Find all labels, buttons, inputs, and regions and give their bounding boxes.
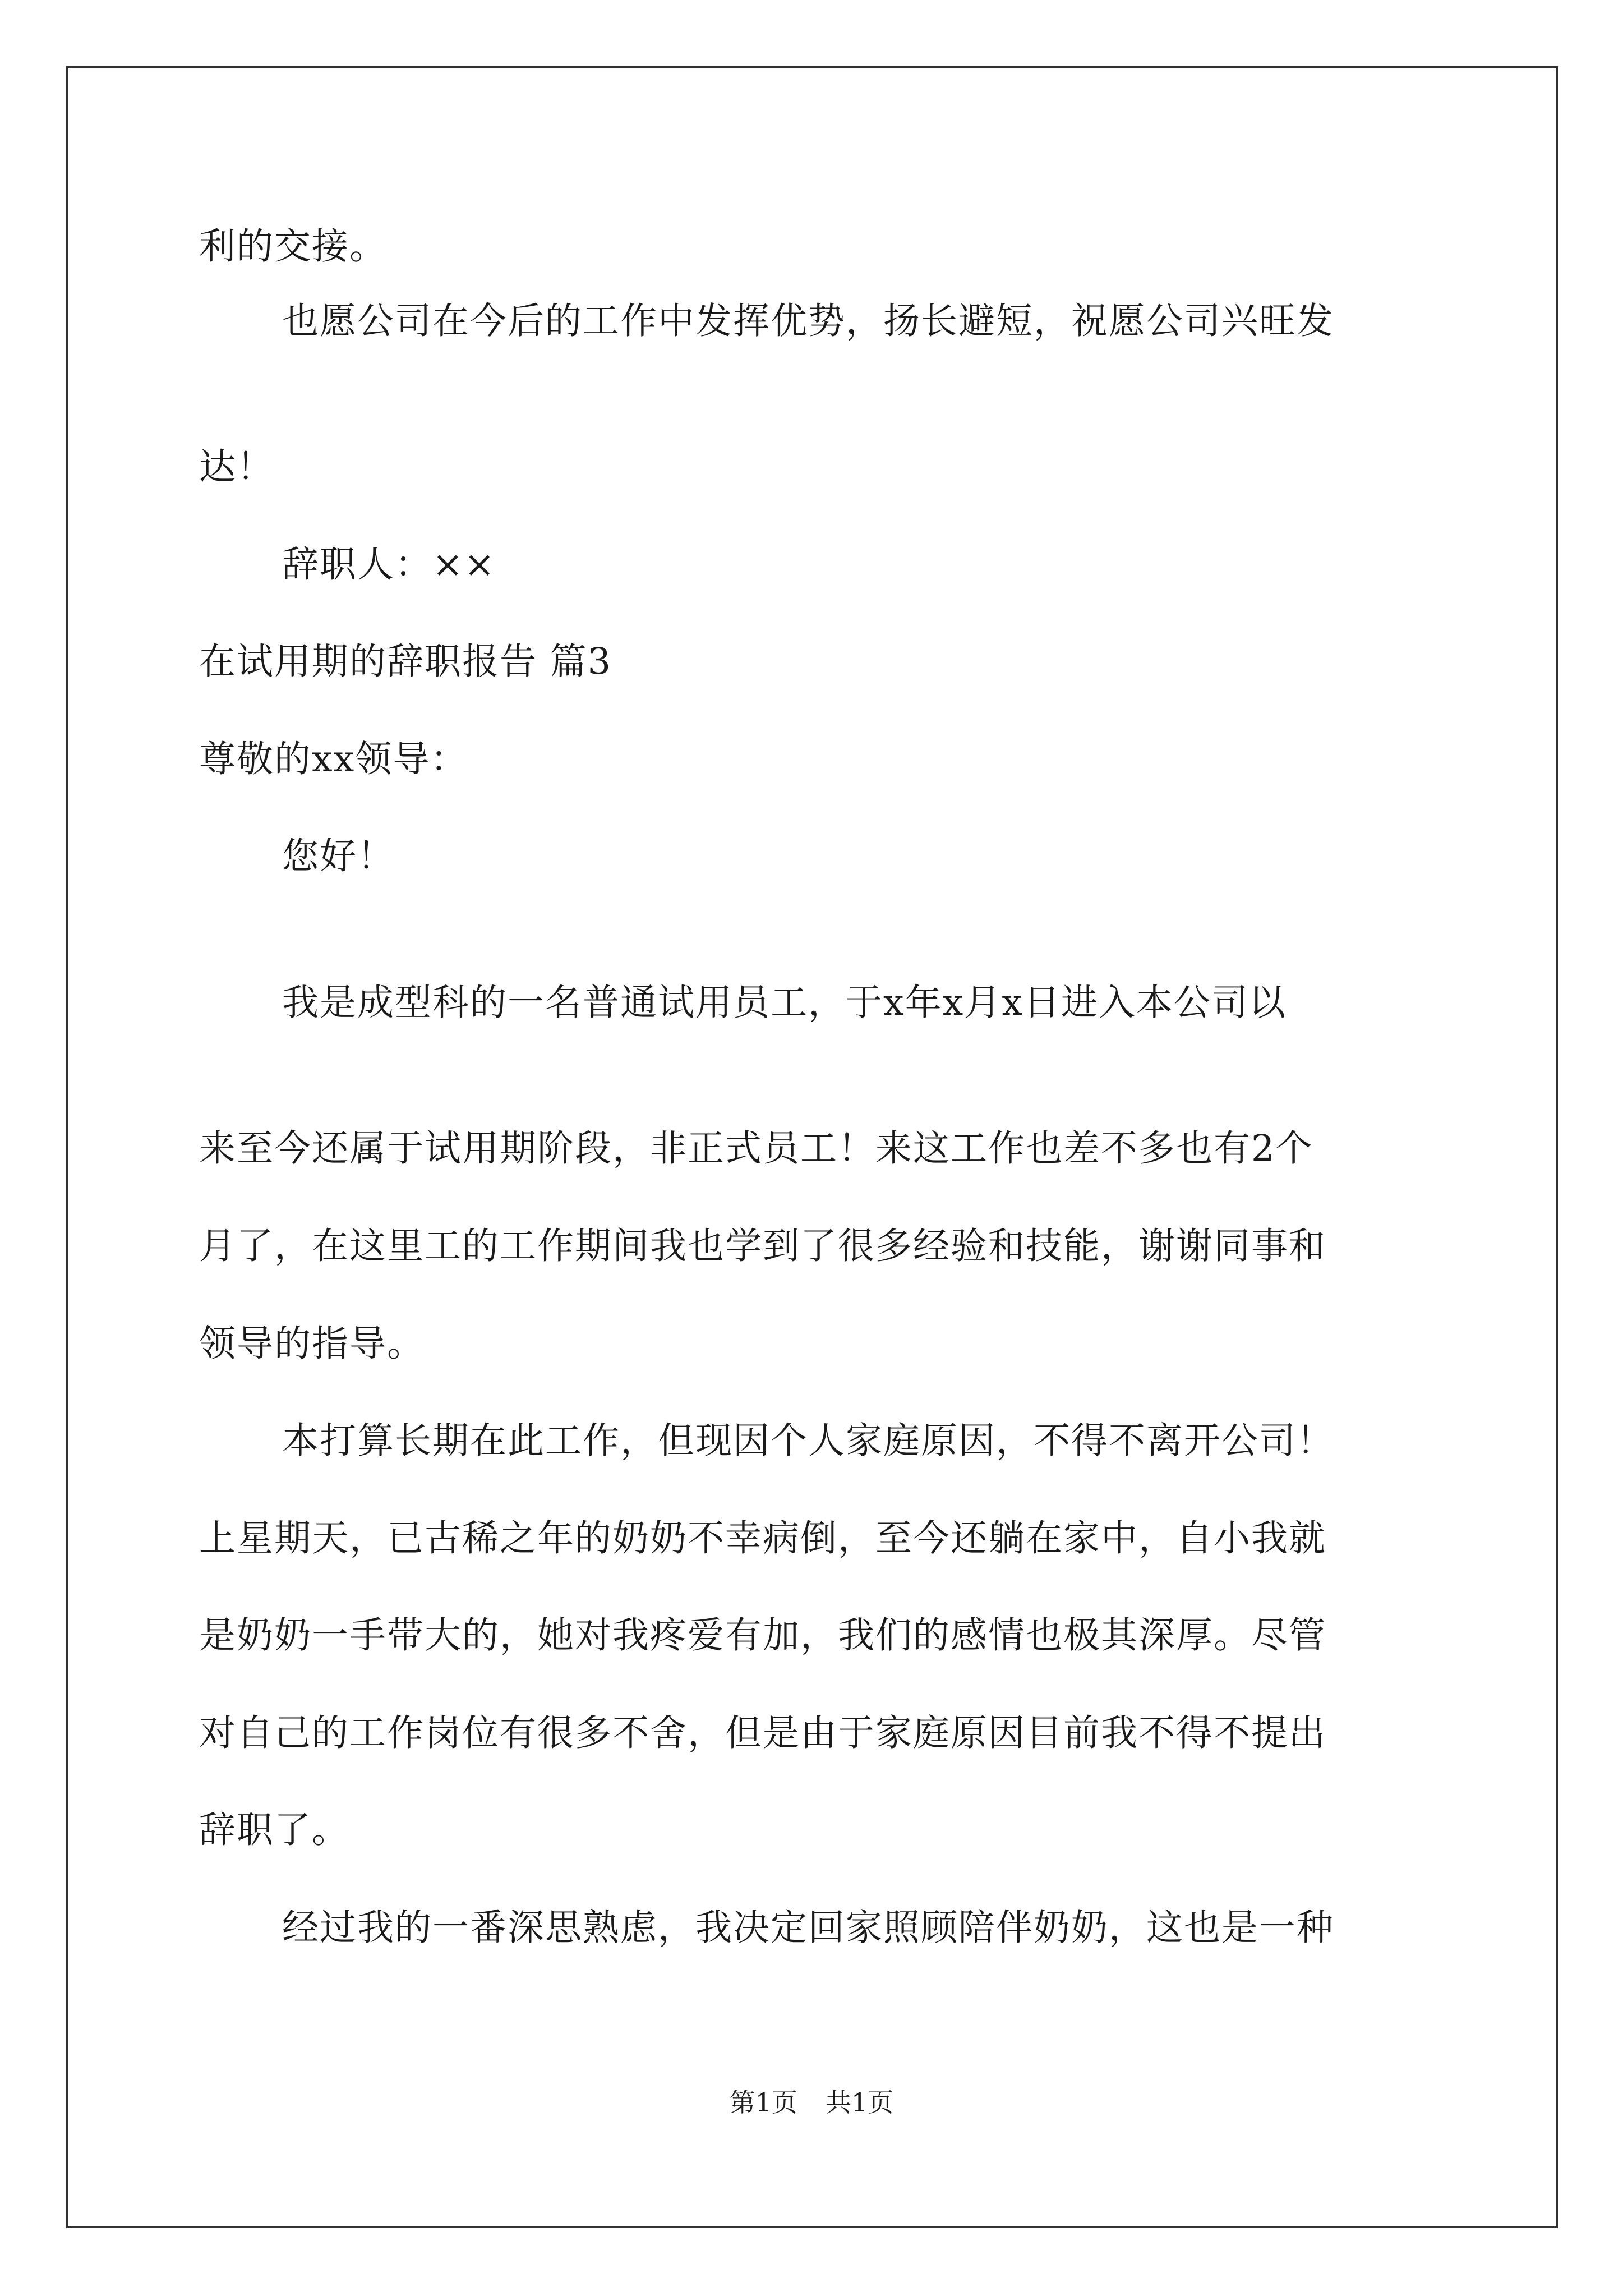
page-count: 共1页 [826, 2087, 894, 2118]
text-line: 本打算长期在此工作，但现因个人家庭原因，不得不离开公司！ [282, 1420, 1335, 1462]
text-line: 也愿公司在今后的工作中发挥优势，扬长避短，祝愿公司兴旺发 [282, 300, 1335, 342]
text-line: 利的交接。 [199, 226, 388, 268]
text-line: 辞职了。 [199, 1809, 350, 1851]
greeting: 您好！ [282, 835, 395, 877]
text-line: 经过我的一番深思熟虑，我决定回家照顾陪伴奶奶，这也是一种 [282, 1907, 1335, 1949]
signature-line: 辞职人：×× [282, 544, 496, 586]
text-line: 领导的指导。 [199, 1323, 425, 1365]
salutation: 尊敬的xx领导： [199, 738, 468, 780]
text-line: 月了，在这里工的工作期间我也学到了很多经验和技能，谢谢同事和 [199, 1225, 1327, 1267]
text-line: 我是成型科的一名普通试用员工，于x年x月x日进入本公司以 [282, 982, 1287, 1024]
page-number: 第1页 [729, 2087, 797, 2118]
section-heading: 在试用期的辞职报告 篇3 [199, 641, 612, 683]
text-line: 对自己的工作岗位有很多不舍，但是由于家庭原因目前我不得不提出 [199, 1712, 1327, 1754]
page-footer [0, 2086, 1623, 2119]
text-line: 上星期天，已古稀之年的奶奶不幸病倒，至今还躺在家中，自小我就 [199, 1517, 1327, 1559]
text-line: 来至今还属于试用期阶段，非正式员工！来这工作也差不多也有2个 [199, 1128, 1313, 1170]
text-line: 达！ [199, 446, 275, 488]
text-line: 是奶奶一手带大的，她对我疼爱有加，我们的感情也极其深厚。尽管 [199, 1614, 1327, 1657]
